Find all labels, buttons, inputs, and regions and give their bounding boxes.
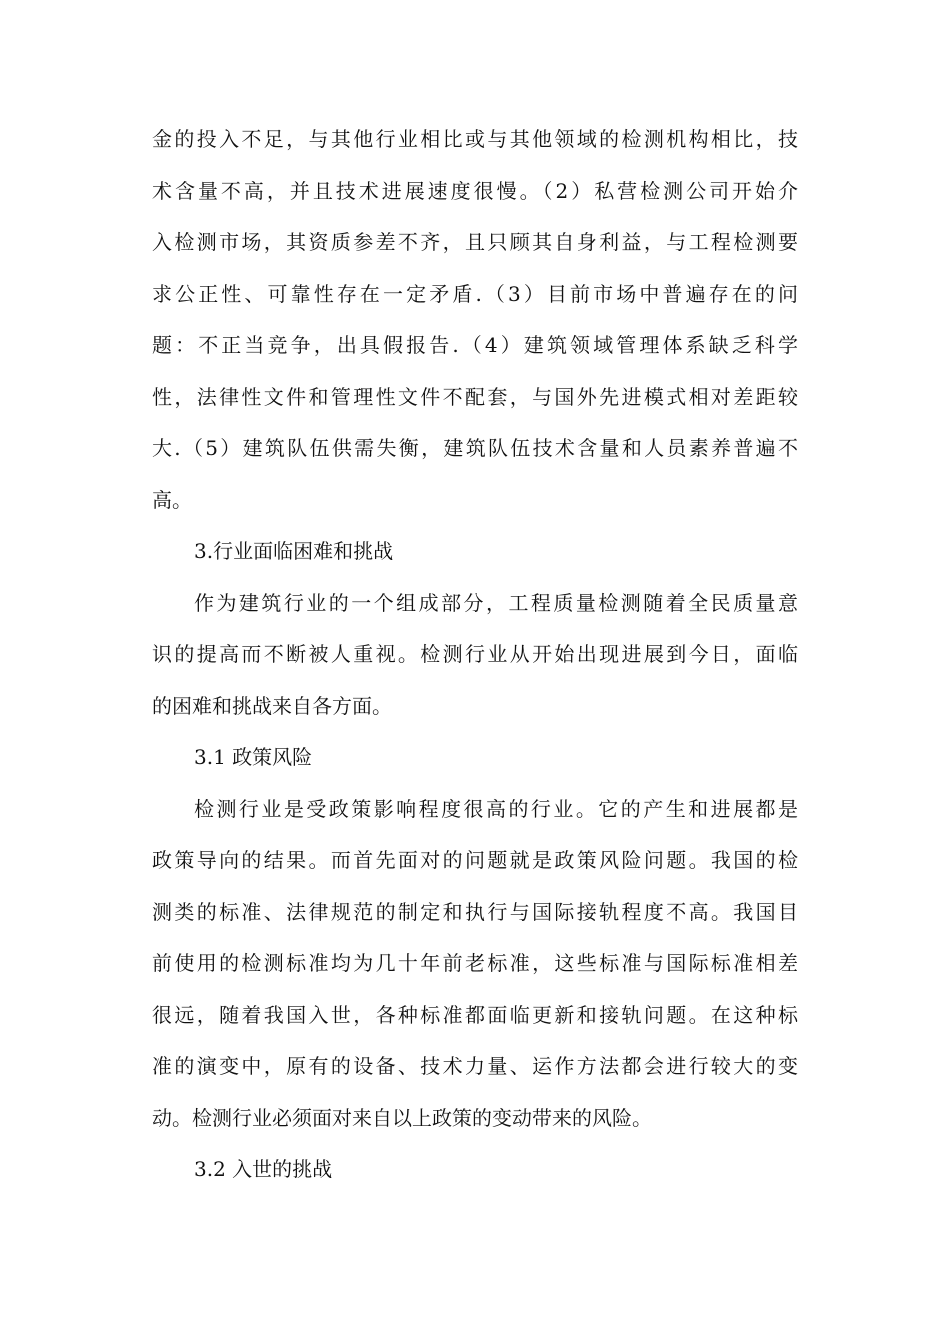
subsection-heading: 3.1 政策风险: [194, 745, 313, 769]
text-line: 作为建筑行业的一个组成部分，工程质量检测随着全民质量意: [194, 590, 798, 615]
text-line: 检测行业是受政策影响程度很高的行业。它的产生和进展都是: [194, 796, 798, 821]
text-line: 题：不正当竞争，出具假报告.（4）建筑领域管理体系缺乏科学: [152, 333, 798, 357]
text-line: 测类的标准、法律规范的制定和执行与国际接轨程度不高。我国目: [152, 899, 798, 924]
text-line: 大.（5）建筑队伍供需失衡，建筑队伍技术含量和人员素养普遍不: [152, 436, 798, 460]
text-line: 性，法律性文件和管理性文件不配套，与国外先进模式相对差距较: [152, 384, 798, 409]
paragraph: [152, 578, 798, 733]
subsection-heading: 3.2 入世的挑战: [194, 1157, 333, 1181]
text-line: 政策导向的结果。而首先面对的问题就是政策风险问题。我国的检: [152, 848, 798, 872]
text-line: 金的投入不足，与其他行业相比或与其他领域的检测机构相比，技: [152, 127, 798, 151]
paragraph: [152, 784, 798, 1145]
document-body: [152, 114, 798, 1196]
text-line: 求公正性、可靠性存在一定矛盾.（3）目前市场中普遍存在的问: [152, 281, 798, 306]
text-line: 很远，随着我国入世，各种标准都面临更新和接轨问题。在这种标: [152, 1002, 798, 1027]
section-heading: 3.行业面临困难和挑战: [194, 539, 394, 563]
text-line: 准的演变中，原有的设备、技术力量、运作方法都会进行较大的变: [152, 1054, 798, 1078]
text-line: 动。检测行业必须面对来自以上政策的变动带来的风险。: [152, 1105, 652, 1130]
text-line: 识的提高而不断被人重视。检测行业从开始出现进展到今日，面临: [152, 642, 798, 666]
text-line: 术含量不高，并且技术进展速度很慢。（2）私营检测公司开始介: [152, 178, 798, 203]
text-line: 的困难和挑战来自各方面。: [152, 693, 392, 718]
text-line: 前使用的检测标准均为几十年前老标准，这些标准与国际标准相差: [152, 951, 798, 975]
text-line: 高。: [152, 487, 192, 512]
paragraph: [152, 114, 798, 526]
text-line: 入检测市场，其资质参差不齐，且只顾其自身利益，与工程检测要: [152, 230, 798, 254]
